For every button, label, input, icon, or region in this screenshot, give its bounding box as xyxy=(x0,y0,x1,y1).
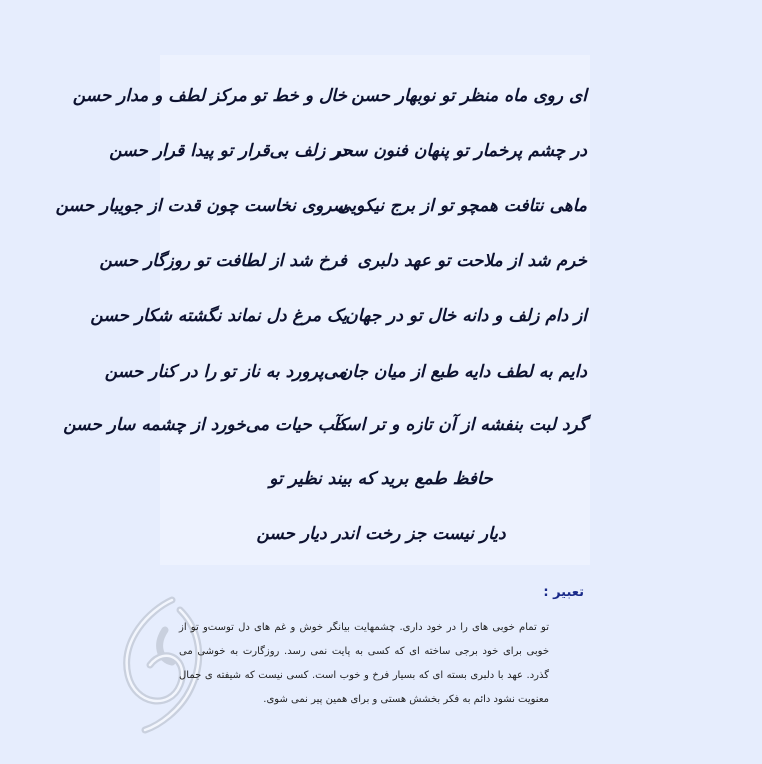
final-verse-1: حافظ طمع برید که بیند نظیر تو xyxy=(269,469,493,489)
couplet-2-left: در زلف بی‌قرار تو پیدا قرار حسن xyxy=(109,141,347,161)
interpretation-text: تو تمام خوبی های را در خود داری. چشمهایت بیانگر خوش و غم های دل توست‌و تو از خوبی برای خود برجی ساخته ای که کسی به پایت نمی رسد. روزگارت به خوشی می گذرد. عهد با دلبری بسته ای که بسیار فرخ و خوب است. کسی نیست که شیفته ی جمال معنویت نشود دائم به فکر بخشش هستی و برای همین پیر نمی شوی. xyxy=(179,622,549,705)
couplet-4-right: خرم شد از ملاحت تو عهد دلبری xyxy=(357,251,587,271)
couplet-7-left: کآب حیات می‌خورد از چشمه سار حسن xyxy=(63,415,347,435)
couplet-6-left: می‌پرورد به ناز تو را در کنار حسن xyxy=(104,362,347,382)
final-verse-2: دیار نیست جز رخت اندر دیار حسن xyxy=(256,524,506,544)
couplet-2-right: در چشم پرخمار تو پنهان فنون سحر xyxy=(332,141,587,161)
couplet-7-right: گرد لبت بنفشه از آن تازه و تر است xyxy=(329,415,587,435)
couplet-4-left: فرخ شد از لطافت تو روزگار حسن xyxy=(99,251,347,271)
interpretation-heading: تعبیر : xyxy=(543,585,584,600)
couplet-5-right: از دام زلف و دانه خال تو در جهان xyxy=(345,306,587,326)
couplet-1-left: خال و خط تو مرکز لطف و مدار حسن xyxy=(72,86,347,106)
couplet-1-right: ای روی ماه منظر تو نوبهار حسن xyxy=(351,86,587,106)
couplet-3-right: ماهی نتافت همچو تو از برج نیکویی xyxy=(337,196,587,216)
couplet-5-left: یک مرغ دل نماند نگشته شکار حسن xyxy=(90,306,347,326)
couplet-3-left: سروی نخاست چون قدت از جویبار حسن xyxy=(55,196,347,216)
couplet-6-right: دایم به لطف دایه طبع از میان جان xyxy=(339,362,587,382)
